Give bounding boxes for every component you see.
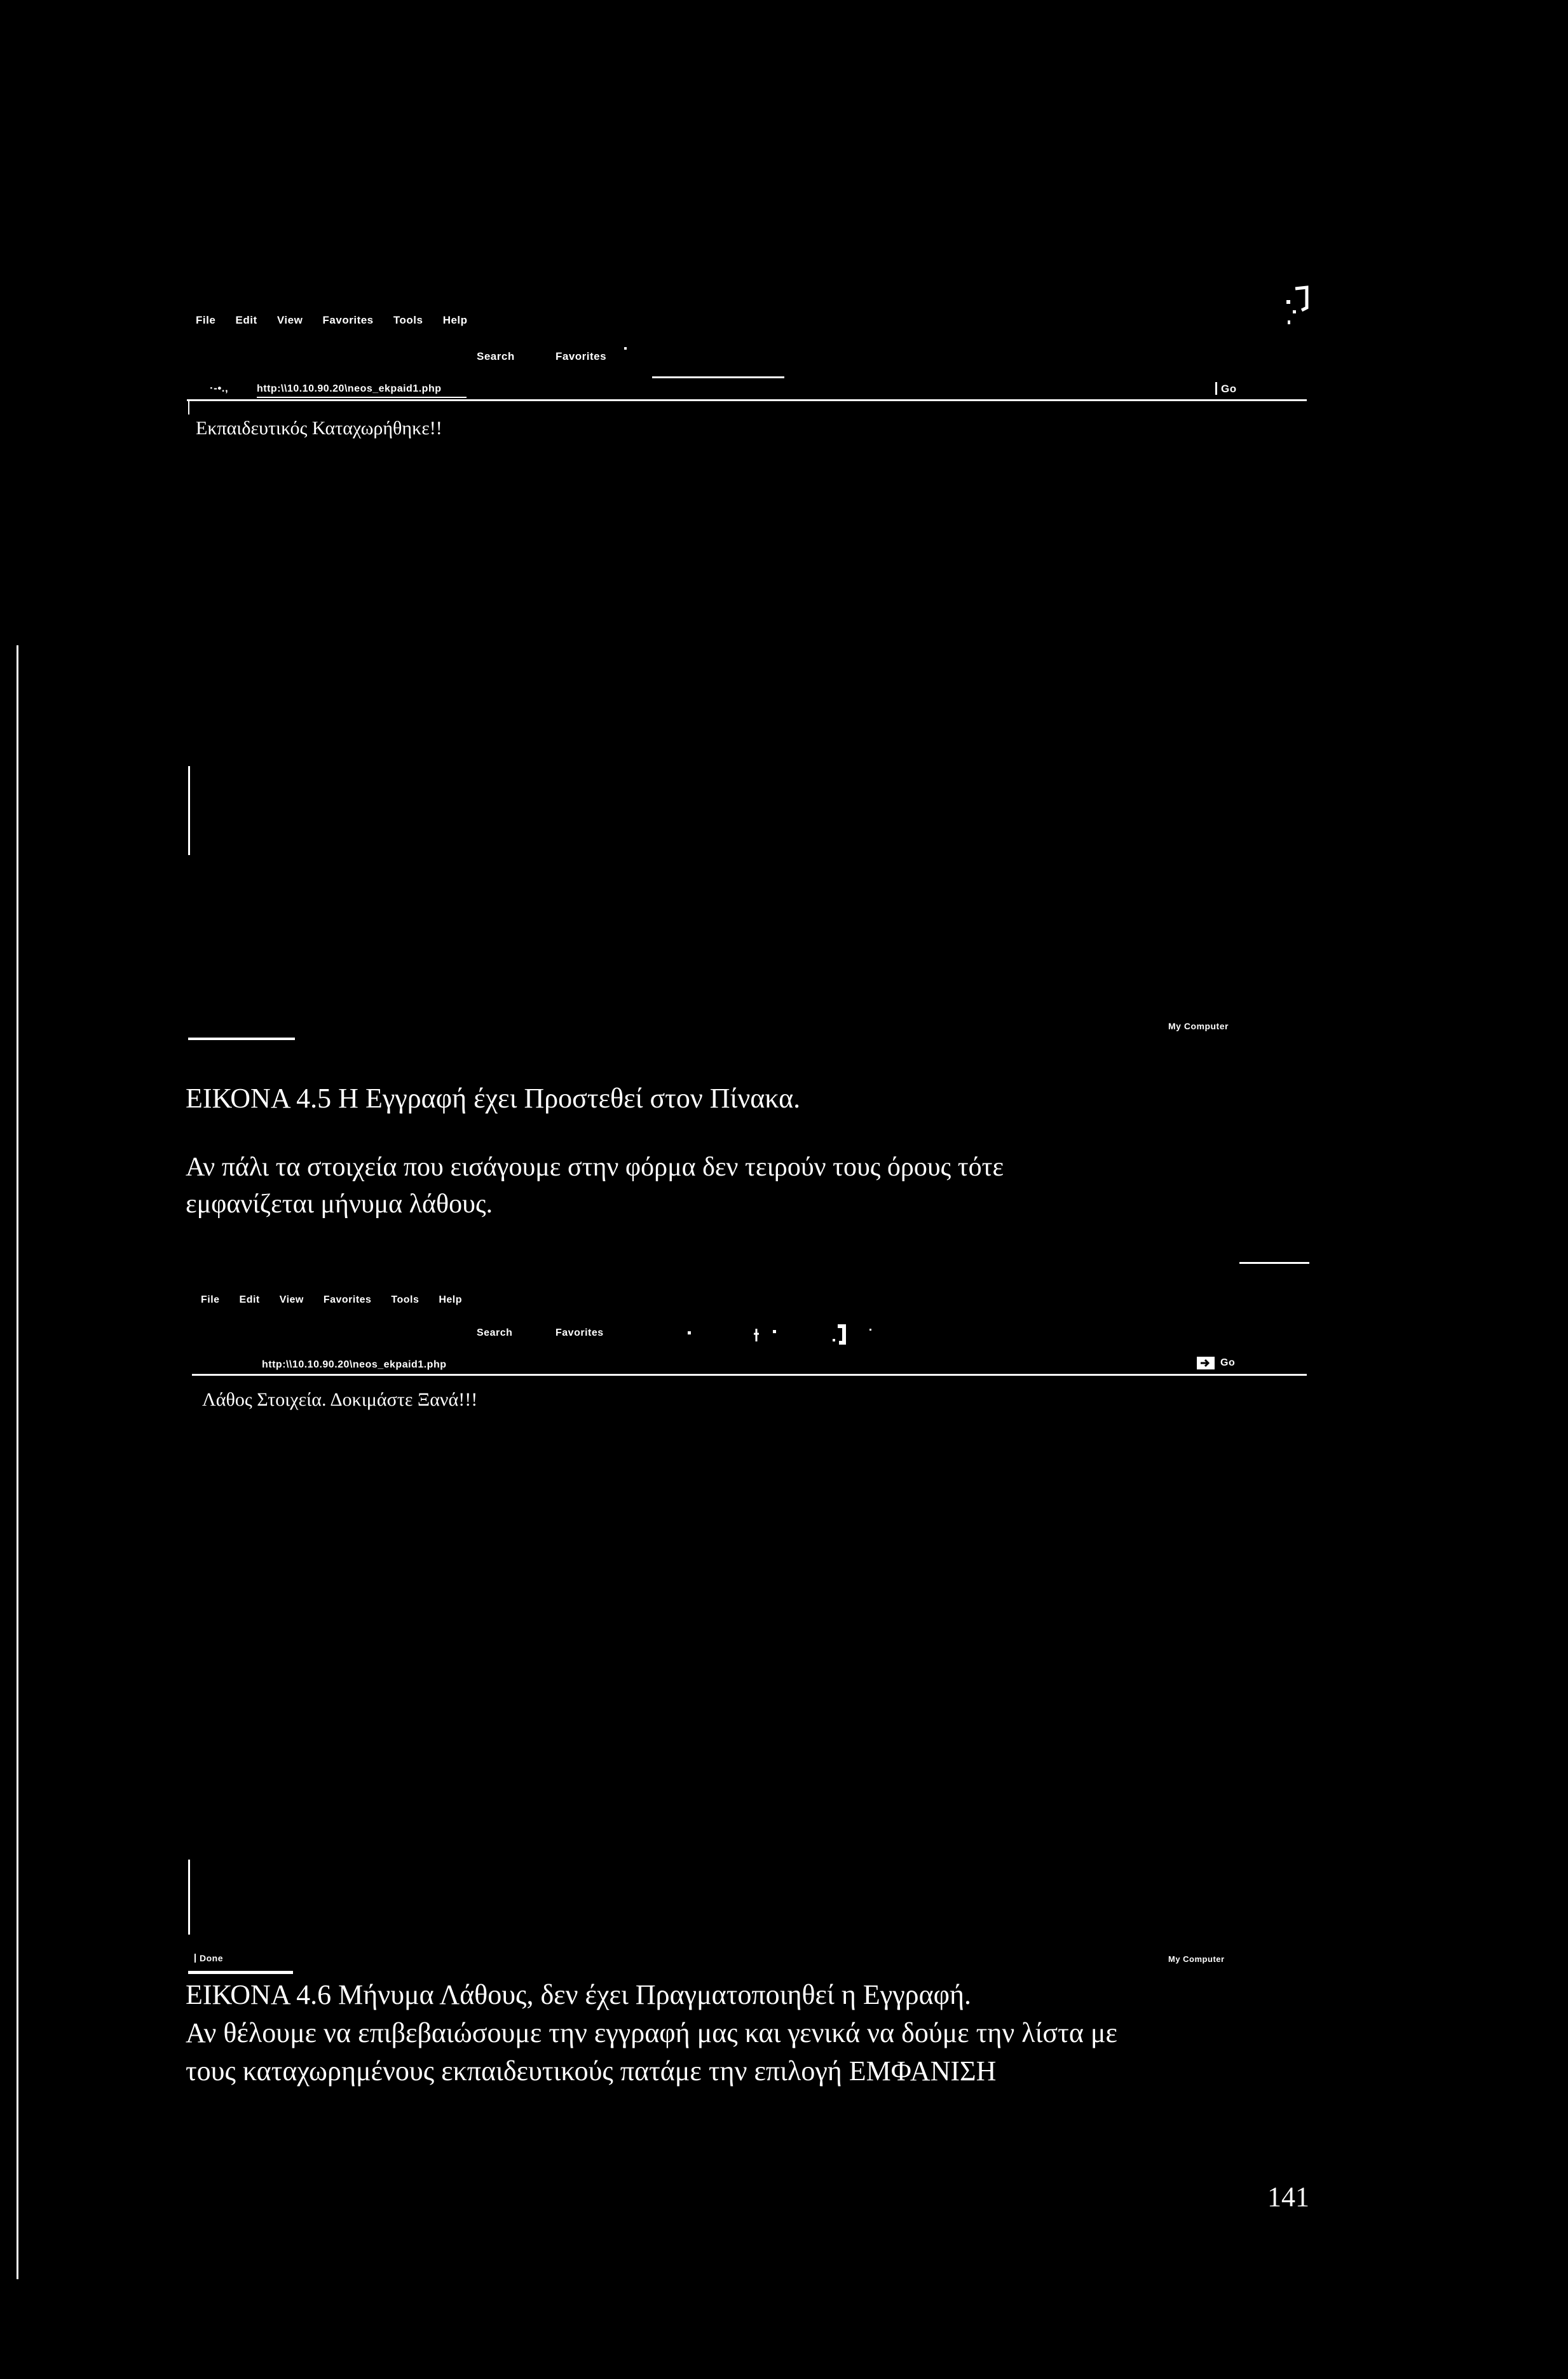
toolbar-search-button[interactable]: Search: [477, 350, 515, 362]
page-number: 141: [1267, 2181, 1309, 2212]
window-restore-icon[interactable]: [1283, 285, 1311, 329]
status-done-label: Done: [200, 1953, 223, 1963]
menu-edit[interactable]: Edit: [235, 314, 257, 326]
status-zone-2: My Computer: [1168, 1954, 1225, 1964]
go-label: Go: [1221, 383, 1237, 395]
address-back-dots: ·-•.,: [210, 382, 229, 394]
menu-help-2[interactable]: Help: [439, 1294, 463, 1305]
go-button-2[interactable]: [1196, 1355, 1235, 1371]
toolbar-dot: [624, 347, 627, 350]
menu-file-2[interactable]: File: [201, 1294, 220, 1305]
menu-favorites[interactable]: Favorites: [322, 314, 374, 326]
toolbar-glyphs-icon: [685, 1322, 889, 1348]
status-zone-1: My Computer: [1168, 1021, 1229, 1031]
address-underline: [257, 397, 467, 398]
toolbar-favorites-button[interactable]: Favorites: [556, 350, 607, 362]
toolbar-favorites-button-2[interactable]: Favorites: [556, 1327, 604, 1338]
success-message: Εκπαιδευτικός Καταχωρήθηκε!!: [196, 418, 442, 439]
status-bar-divider-1: [188, 1038, 295, 1040]
scroll-left-edge-1: [188, 766, 190, 855]
menu-view[interactable]: View: [276, 314, 303, 326]
go-label-2: Go: [1220, 1357, 1236, 1368]
margin-rule-1: [1239, 1262, 1309, 1264]
address-input[interactable]: http:\\10.10.90.20\neos_ekpaid1.php: [257, 383, 442, 394]
menu-bar: [196, 314, 484, 327]
paragraph-2-line-2: τους καταχωρημένους εκπαιδευτικούς πατάμε την επιλογή ΕΜΦΑΝΙΣΗ: [186, 2055, 997, 2087]
status-bar-tick: [194, 1954, 196, 1963]
menu-tools[interactable]: Tools: [393, 314, 423, 326]
go-button[interactable]: [1215, 382, 1237, 395]
paragraph-2-line-1: Αν θέλουμε να επιβεβαιώσουμε την εγγραφή μας και γενικά να δούμε την λίστα με: [186, 2017, 1117, 2048]
figure-caption-4-6: ΕΙΚΟΝΑ 4.6 Μήνυμα Λάθους, δεν έχει Πραγματοποιηθεί η Εγγραφή.: [186, 1979, 972, 2010]
toolbar-separator: [652, 376, 784, 378]
paragraph-1-line-1: Αν πάλι τα στοιχεία που εισάγουμε στην φόρμα δεν τειρούν τους όρους τότε: [186, 1153, 1004, 1182]
paragraph-1-line-2: εμφανίζεται μήνυμα λάθους.: [186, 1190, 493, 1219]
content-left-edge: [188, 401, 189, 415]
browser-window-2: [0, 1265, 1568, 2003]
go-bar-icon: [1215, 382, 1217, 395]
status-text-done: [194, 1953, 223, 1963]
toolbar-search-button-2[interactable]: Search: [477, 1327, 513, 1338]
menu-view-2[interactable]: View: [279, 1294, 304, 1305]
browser-window-1: [0, 0, 1568, 1068]
status-bar-divider-2: [188, 1971, 293, 1974]
scroll-left-edge-2: [188, 1860, 190, 1935]
menu-file[interactable]: File: [196, 314, 216, 326]
address-bar-bottom-2: [192, 1374, 1307, 1376]
go-arrow-icon: [1196, 1355, 1215, 1371]
address-bar-bottom: [187, 399, 1307, 401]
address-input-2[interactable]: http:\\10.10.90.20\neos_ekpaid1.php: [262, 1359, 447, 1370]
figure-caption-4-5: ΕΙΚΟΝΑ 4.5 Η Εγγραφή έχει Προστεθεί στον Πίνακα.: [186, 1083, 801, 1114]
menu-help[interactable]: Help: [442, 314, 468, 326]
menu-favorites-2[interactable]: Favorites: [323, 1294, 372, 1305]
menu-bar-2: [201, 1294, 479, 1306]
error-message: Λάθος Στοιχεία. Δοκιμάστε Ξανά!!!: [202, 1389, 478, 1410]
menu-edit-2[interactable]: Edit: [239, 1294, 260, 1305]
menu-tools-2[interactable]: Tools: [391, 1294, 419, 1305]
